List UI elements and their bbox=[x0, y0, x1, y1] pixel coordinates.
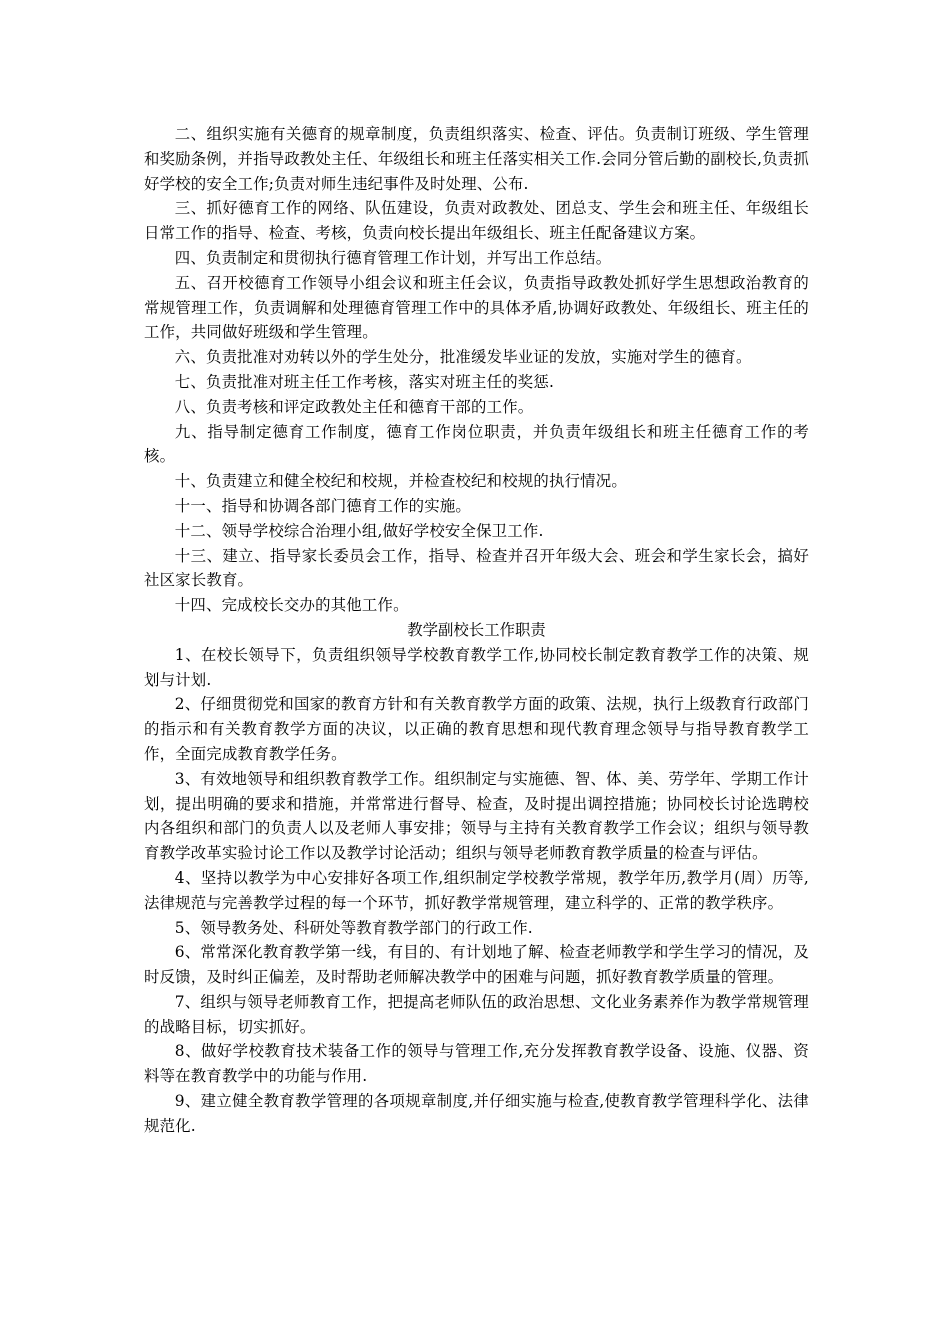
duty-item-1: 1、在校长领导下，负责组织领导学校教育教学工作,协同校长制定教育教学工作的决策、规划与计划. bbox=[144, 645, 809, 689]
paragraph-item-9: 九、指导制定德育工作制度，德育工作岗位职责，并负责年级组长和班主任德育工作的考核。 bbox=[144, 422, 809, 466]
paragraph-item-5: 五、召开校德育工作领导小组会议和班主任会议，负责指导政教处抓好学生思想政治教育的常规管理工作，负责调解和处理德育管理工作中的具体矛盾,协调好政教处、年级组长、班主任的工作，共同做好班级和学生管理。 bbox=[144, 273, 809, 342]
paragraph-item-2: 二、组织实施有关德育的规章制度，负责组织落实、检查、评估。负责制订班级、学生管理和奖励条例，并指导政教处主任、年级组长和班主任落实相关工作.会同分管后勤的副校长,负责抓好学校的安全工作;负责对师生违纪事件及时处理、公布. bbox=[144, 125, 809, 193]
paragraph-item-6: 六、负责批准对劝转以外的学生处分，批准缓发毕业证的发放，实施对学生的德育。 bbox=[174, 348, 752, 367]
duty-item-8: 8、做好学校教育技术装备工作的领导与管理工作,充分发挥教育教学设备、设施、仪器、资料等在教育教学中的功能与作用. bbox=[144, 1042, 809, 1086]
duty-item-2: 2、仔细贯彻党和国家的教育方针和有关教育教学方面的政策、法规，执行上级教育行政部门的指示和有关教育教学方面的决议，以正确的教育思想和现代教育理念领导与指导教育教学工作，全面完成教育教学任务。 bbox=[144, 695, 809, 763]
paragraph-item-11: 十一、指导和协调各部门德育工作的实施。 bbox=[174, 496, 472, 515]
paragraph-item-3: 三、抓好德育工作的网络、队伍建设，负责对政教处、团总支、学生会和班主任、年级组长日常工作的指导、检查、考核，负责向校长提出年级组长、班主任配备建议方案。 bbox=[144, 199, 809, 243]
duty-item-5: 5、领导教务处、科研处等教育教学部门的行政工作. bbox=[174, 918, 533, 937]
duty-item-3: 3、有效地领导和组织教育教学工作。组织制定与实施德、智、体、美、劳学年、学期工作计划，提出明确的要求和措施，并常常进行督导、检查，及时提出调控措施；协同校长讨论选聘校内各组织和部门的负责人以及老师人事安排；领导与主持有关教育教学工作会议；组织与领导教育教学改革实验讨论工作以及教学讨论活动；组织与领导老师教育教学质量的检查与评估。 bbox=[144, 769, 809, 863]
paragraph-item-13: 十三、建立、指导家长委员会工作，指导、检查并召开年级大会、班会和学生家长会，搞好社区家长教育。 bbox=[144, 546, 809, 590]
duty-item-9: 9、建立健全教育教学管理的各项规章制度,并仔细实施与检查,使教育教学管理科学化、法律规范化. bbox=[144, 1092, 809, 1135]
paragraph-item-4: 四、负责制定和贯彻执行德育管理工作计划，并写出工作总结。 bbox=[174, 248, 612, 267]
document-page bbox=[144, 122, 809, 1139]
duty-item-4: 4、坚持以教学为中心安排好各项工作,组织制定学校教学常规，教学年历,教学月(周）历等,法律规范与完善教学过程的每一个环节，抓好教学常规管理，建立科学的、正常的教学秩序。 bbox=[144, 868, 809, 912]
paragraph-item-7: 七、负责批准对班主任工作考核，落实对班主任的奖惩. bbox=[174, 372, 555, 391]
paragraph-item-8: 八、负责考核和评定政教处主任和德育干部的工作。 bbox=[174, 397, 534, 416]
duty-item-6: 6、常常深化教育教学第一线，有目的、有计划地了解、检查老师教学和学生学习的情况，及时反馈，及时纠正偏差，及时帮助老师解决教学中的困难与问题，抓好教育教学质量的管理。 bbox=[144, 943, 809, 987]
section-heading: 教学副校长工作职责 bbox=[407, 620, 546, 639]
duty-item-7: 7、组织与领导老师教育工作，把提高老师队伍的政治思想、文化业务素养作为教学常规管理的战略目标，切实抓好。 bbox=[144, 992, 809, 1036]
paragraph-item-12: 十二、领导学校综合治理小组,做好学校安全保卫工作. bbox=[174, 521, 544, 540]
paragraph-item-14: 十四、完成校长交办的其他工作。 bbox=[174, 596, 409, 615]
paragraph-item-10: 十、负责建立和健全校纪和校规，并检查校纪和校规的执行情况。 bbox=[174, 472, 627, 491]
